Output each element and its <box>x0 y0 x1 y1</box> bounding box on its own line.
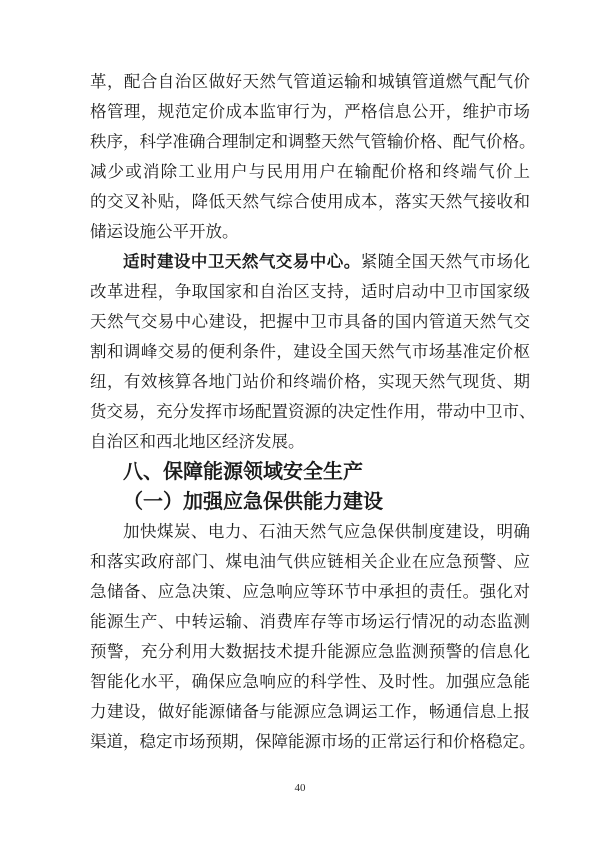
text-line <box>90 427 530 457</box>
text-line <box>90 727 536 757</box>
text-run: 智能化水平，确保应急响应的科学性、及时性。加强应急能 <box>90 672 530 691</box>
text-line <box>90 97 530 127</box>
heading-line <box>90 487 530 517</box>
text-run: 渠道，稳定市场预期，保障能源市场的正常运行和价格稳定。 <box>90 732 536 751</box>
heading-line <box>90 457 530 487</box>
text-line <box>90 667 530 697</box>
text-run: 和落实政府部门、煤电油气供应链相关企业在应急预警、应 <box>90 552 530 571</box>
text-run: 预警，充分利用大数据技术提升能源应急监测预警的信息化 <box>90 642 530 661</box>
text-run: 货交易，充分发挥市场配置资源的决定性作用，带动中卫市、 <box>90 402 536 421</box>
text-run: 力建设，做好能源储备与能源应急调运工作，畅通信息上报 <box>90 702 530 721</box>
text-line <box>90 397 536 427</box>
text-run: 改革进程，争取国家和自治区支持，适时启动中卫市国家级 <box>90 282 530 301</box>
text-run: 割和调峰交易的便利条件，建设全国天然气市场基准定价枢 <box>90 342 530 361</box>
text-line <box>90 697 530 727</box>
text-line <box>90 277 530 307</box>
text-line <box>90 547 530 577</box>
text-run: 储运设施公平开放。 <box>90 222 239 241</box>
text-run: 秩序，科学准确合理制定和调整天然气管输价格、配气价格。 <box>90 132 536 151</box>
text-run: 能源生产、中转运输、消费库存等市场运行情况的动态监测 <box>90 612 530 631</box>
page-number: 40 <box>294 782 306 794</box>
text-run: 急储备、应急决策、应急响应等环节中承担的责任。强化对 <box>90 582 530 601</box>
text-line <box>90 67 530 97</box>
text-line <box>90 337 530 367</box>
text-line <box>90 217 530 247</box>
text-line <box>90 577 530 607</box>
text-run: 加快煤炭、电力、石油天然气应急保供制度建设，明确 <box>123 522 530 541</box>
text-line <box>90 127 536 157</box>
text-line <box>90 247 530 277</box>
text-run: 格管理，规范定价成本监审行为，严格信息公开，维护市场 <box>90 102 530 121</box>
text-line <box>90 517 530 547</box>
bold-text-run: （一）加强应急保供能力建设 <box>123 491 383 513</box>
text-run: 的交叉补贴，降低天然气综合使用成本，落实天然气接收和 <box>90 192 530 211</box>
bold-text-run: 八、保障能源领域安全生产 <box>123 461 363 483</box>
text-run: 革，配合自治区做好天然气管道运输和城镇管道燃气配气价 <box>90 72 530 91</box>
text-line <box>90 187 530 217</box>
text-line <box>90 607 530 637</box>
text-run: 减少或消除工业用户与民用用户在输配价格和终端气价上 <box>90 162 530 181</box>
text-line <box>90 307 530 337</box>
text-run: 纽，有效核算各地门站价和终端价格，实现天然气现货、期 <box>90 372 530 391</box>
text-line <box>90 367 530 397</box>
bold-text-run: 适时建设中卫天然气交易中心。 <box>123 252 361 271</box>
text-run: 天然气交易中心建设，把握中卫市具备的国内管道天然气交 <box>90 312 530 331</box>
text-run: 紧随全国天然气市场化 <box>360 252 531 271</box>
text-line <box>90 637 530 667</box>
text-run: 自治区和西北地区经济发展。 <box>90 432 305 451</box>
document-content <box>90 67 536 757</box>
text-line <box>90 157 530 187</box>
